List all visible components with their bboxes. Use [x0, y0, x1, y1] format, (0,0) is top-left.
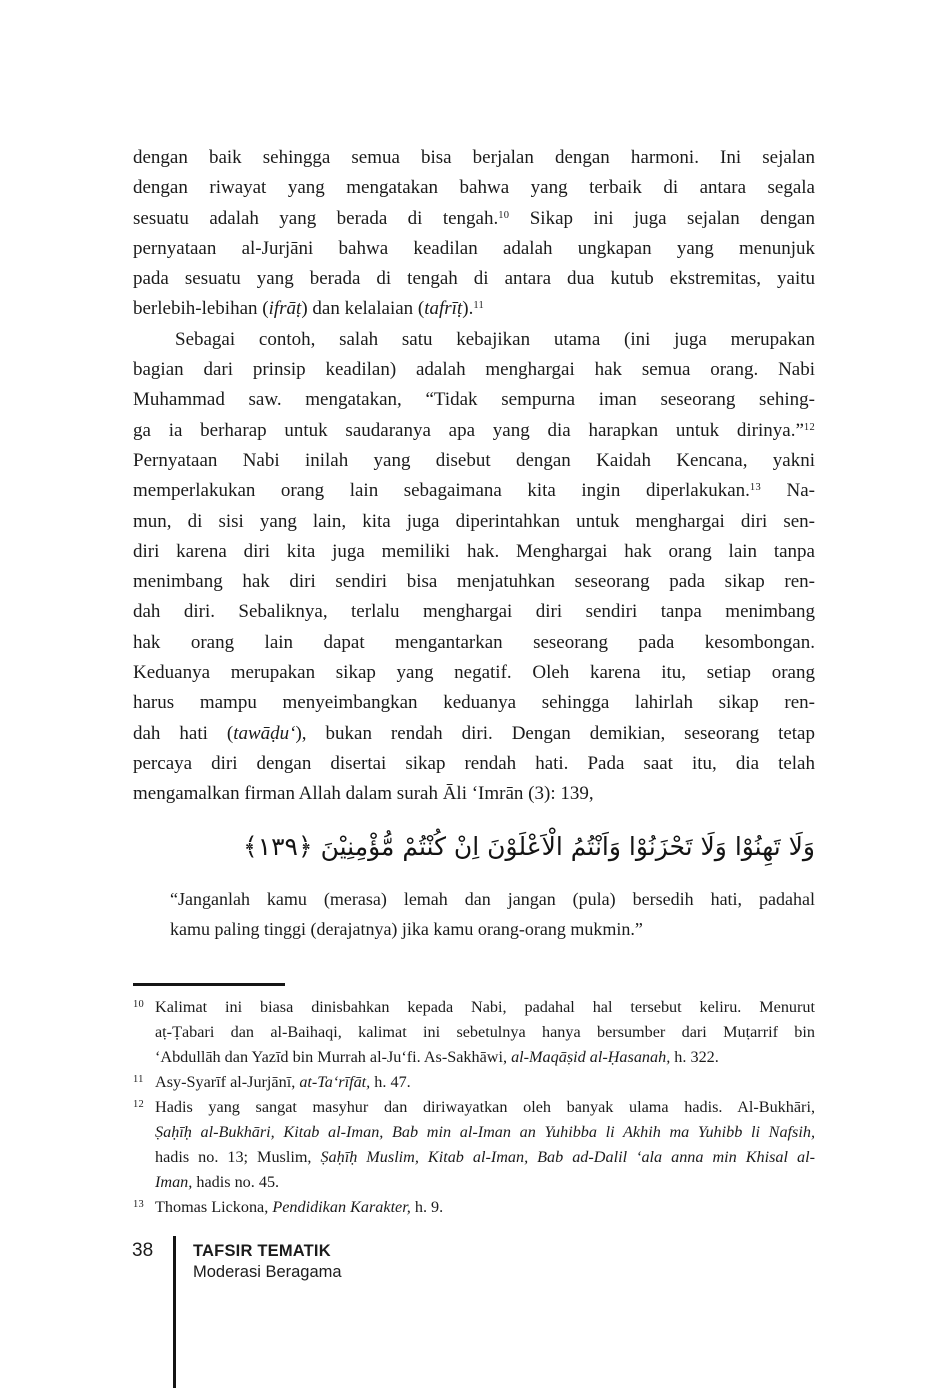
- running-subtitle: Moderasi Beragama: [193, 1263, 342, 1281]
- verse-translation: [170, 884, 815, 944]
- body-line: diri karena diri kita juga memiliki hak. Menghargai hak orang lain tanpa: [133, 540, 815, 562]
- text-column: [133, 143, 815, 1220]
- body-line: bagian dari prinsip keadilan) adalah menghargai hak semua orang. Nabi: [133, 359, 815, 381]
- body-text: [133, 143, 815, 810]
- running-header: [193, 1241, 342, 1283]
- paragraph: [133, 325, 815, 810]
- body-line: Sebagai contoh, salah satu kebajikan utama (ini juga merupakan: [175, 328, 815, 350]
- footnote-text: Kalimat ini biasa dinisbahkan kepada Nabi, padahal hal tersebut keliru. Menurut: [155, 997, 815, 1016]
- footnote-line: Ṣaḥīḥ al-Bukhāri, Kitab al-Iman, Bab min al-Iman an Yuhibba li Akhih ma Yuhibb li Nafsih,: [155, 1122, 815, 1141]
- body-line: dengan riwayat yang mengatakan bahwa yang terbaik di antara segala: [133, 177, 815, 199]
- footer-divider: [173, 1236, 176, 1388]
- body-line: dah hati (tawāḍu‘), bukan rendah diri. Dengan demikian, seseorang tetap: [133, 722, 815, 744]
- footnote-text: Hadis yang sangat masyhur dan diriwayatkan oleh banyak ulama hadis. Al-Bukhāri,: [155, 1097, 815, 1116]
- body-line: Pernyataan Nabi inilah yang disebut dengan Kaidah Kencana, yakni: [133, 449, 815, 471]
- footnote: [133, 1195, 815, 1220]
- body-line: Keduanya merupakan sikap yang negatif. Oleh karena itu, setiap orang: [133, 662, 815, 684]
- footnote: [133, 1070, 815, 1095]
- footnote-line: 12 Hadis yang sangat masyhur dan diriwayatkan oleh banyak ulama hadis. Al-Bukhāri,: [133, 1097, 815, 1116]
- body-line: harus mampu menyeimbangkan keduanya sehingga lahirlah sikap ren-: [133, 692, 815, 714]
- body-line: menimbang hak diri sendiri bisa menjatuhkan seseorang pada sikap ren-: [133, 571, 815, 593]
- translation-line: “Janganlah kamu (merasa) lemah dan jangan (pula) bersedih hati, padahal: [170, 888, 815, 909]
- body-line: Muhammad saw. mengatakan, “Tidak sempurna iman seseorang sehing-: [133, 389, 815, 411]
- running-title: TAFSIR TEMATIK: [193, 1242, 331, 1260]
- footnotes: [133, 995, 815, 1220]
- paragraph: [133, 143, 815, 325]
- footnote-line: hadis no. 13; Muslim, Ṣaḥīḥ Muslim, Kitab al-Iman, Bab ad-Dalil ‘ala anna min Khisal al-: [155, 1147, 815, 1166]
- quran-verse-arabic: وَلَا تَهِنُوْا وَلَا تَحْزَنُوْا وَاَنْتُمُ الْاَعْلَوْنَ اِنْ كُنْتُمْ مُّؤْمِنِيْنَ ﴿١٣٩﴾: [243, 831, 815, 861]
- footnote-line: aṭ-Ṭabari dan al-Baihaqi, kalimat ini sebetulnya hanya bersumber dari Muṭarrif bin: [155, 1022, 815, 1041]
- body-line: dengan baik sehingga semua bisa berjalan dengan harmoni. Ini sejalan: [133, 147, 815, 168]
- footnote-line: Iman, hadis no. 45.: [155, 1172, 280, 1191]
- footnote-line: ‘Abdullāh dan Yazīd bin Murrah al-Ju‘fi. As-Sakhāwi, al-Maqāṣid al-Ḥasanah, h. 322.: [155, 1047, 719, 1066]
- footnote: [133, 995, 815, 1070]
- body-line: memperlakukan orang lain sebagaimana kita ingin diperlakukan.$^{13}$ Na-: [133, 480, 816, 502]
- footnote: [133, 1095, 815, 1195]
- body-line: mengamalkan firman Allah dalam surah Āli ‘Imrān (3): 139,: [133, 783, 594, 805]
- page-number: 38: [132, 1240, 154, 1261]
- footnote-line: 11 Asy-Syarīf al-Jurjānī, at-Ta‘rīfāt, h. 47.: [133, 1072, 411, 1091]
- footnote-line: 13 Thomas Lickona, Pendidikan Karakter, h. 9.: [133, 1197, 444, 1216]
- translation-line: kamu paling tinggi (derajatnya) jika kamu orang-orang mukmin.”: [170, 918, 643, 939]
- body-line: hak orang lain dapat mengantarkan seseorang pada kesombongan.: [133, 631, 815, 653]
- body-line: pada sesuatu yang berada di tengah di antara dua kutub ekstremitas, yaitu: [133, 268, 815, 290]
- body-line: berlebih-lebihan (ifrāṭ) dan kelalaian (tafrīṭ).$^{11}$: [133, 298, 485, 320]
- body-line: ga ia berharap untuk saudaranya apa yang dia harapkan untuk dirinya.”$^{12}$: [133, 419, 815, 441]
- body-line: mun, di sisi yang lain, kita juga diperintahkan untuk menghargai diri sen-: [133, 510, 815, 532]
- footnote-text: Asy-Syarīf al-Jurjānī, at-Ta‘rīfāt, h. 47.: [155, 1072, 411, 1091]
- body-line: percaya diri dengan disertai sikap rendah hati. Pada saat itu, dia telah: [133, 752, 815, 774]
- body-line: pernyataan al-Jurjāni bahwa keadilan adalah ungkapan yang menunjuk: [133, 237, 815, 259]
- footnote-line: 10 Kalimat ini biasa dinisbahkan kepada Nabi, padahal hal tersebut keliru. Menurut: [133, 997, 815, 1016]
- body-line: sesuatu adalah yang berada di tengah.$^{10}$ Sikap ini juga sejalan dengan: [133, 207, 815, 229]
- footnote-text: Thomas Lickona, Pendidikan Karakter, h. 9.: [155, 1197, 444, 1216]
- body-line: dah diri. Sebaliknya, terlalu menghargai diri sendiri tanpa menimbang: [133, 601, 815, 623]
- footnote-divider: [133, 983, 285, 986]
